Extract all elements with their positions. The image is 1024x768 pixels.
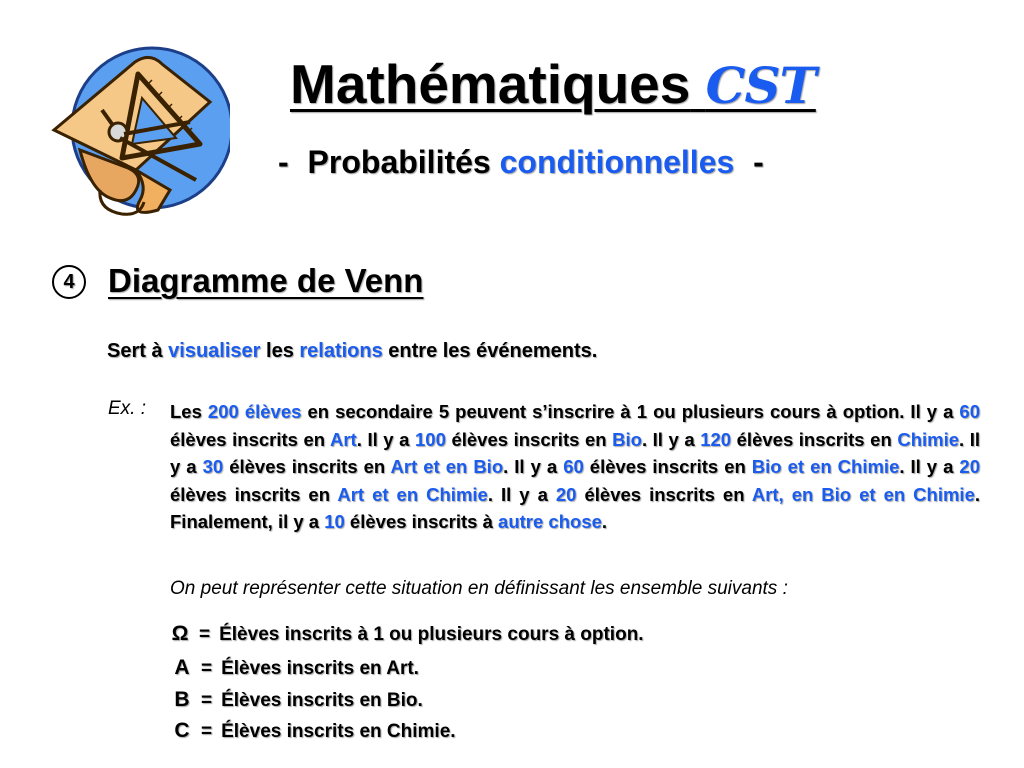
definition-text	[107, 340, 597, 363]
example-highlight: 20	[555, 483, 577, 505]
math-tools-clipart-icon	[40, 40, 230, 225]
example-text: . Il y a	[503, 456, 564, 477]
example-highlight: autre chose	[498, 511, 602, 532]
example-highlight: Bio et en Chimie	[751, 456, 900, 477]
section-heading	[52, 262, 423, 300]
set-symbol: A	[174, 656, 190, 679]
example-highlight: 60	[563, 456, 584, 477]
example-highlight: Bio	[612, 428, 642, 450]
example-highlight: 120	[700, 428, 732, 450]
example-highlight: Chimie	[897, 428, 960, 450]
example-text: . Il y a	[170, 428, 981, 477]
page-subtitle	[268, 144, 908, 181]
definition-keyword: relations	[299, 340, 383, 362]
example-text: élèves inscrits à	[344, 511, 499, 532]
set-symbol: Ω	[171, 622, 189, 645]
example-text: élèves inscrits en	[731, 428, 898, 450]
set-description: Élèves inscrits en Bio.	[221, 690, 423, 711]
example-highlight: Art	[330, 428, 357, 450]
definition-part: les	[260, 340, 300, 362]
set-a-definition	[172, 656, 419, 680]
example-text: . Il y a	[356, 428, 415, 450]
example-highlight: 20	[959, 456, 980, 477]
example-text: élèves inscrits en	[583, 456, 752, 477]
example-text: en secondaire 5 peuvent s’inscrire à 1 ou plusieurs cours à option. Il y a	[301, 401, 960, 422]
example-text: élèves inscrits en	[445, 428, 613, 450]
example-paragraph	[170, 398, 980, 536]
equals-sign: =	[201, 721, 213, 742]
example-highlight: 60	[959, 401, 980, 422]
equals-sign: =	[199, 624, 211, 645]
set-description: Élèves inscrits en Chimie.	[221, 721, 456, 742]
subtitle-dash-right: -	[753, 144, 764, 180]
page-title	[290, 52, 890, 118]
note-text: On peut représenter cette situation en définissant les ensemble suivants :	[170, 578, 788, 599]
title-accent: CST	[705, 56, 816, 115]
example-text: élèves inscrits en	[170, 428, 330, 450]
example-highlight: 30	[202, 456, 224, 477]
example-text: . Il y a	[487, 483, 556, 505]
set-b-definition	[172, 688, 423, 712]
definition-part: Sert à	[107, 340, 169, 362]
set-c-definition	[172, 719, 456, 743]
example-label: Ex. :	[108, 398, 147, 419]
example-highlight: 10	[324, 511, 345, 532]
example-text: . Il y a	[899, 456, 960, 477]
example-highlight: Art, en Bio et en Chimie	[751, 483, 975, 505]
set-symbol: C	[174, 719, 190, 742]
subtitle-dash-left: -	[278, 144, 289, 180]
subtitle-accent: conditionnelles	[499, 144, 735, 180]
example-text: .	[601, 511, 608, 532]
title-text: Mathématiques	[290, 53, 691, 115]
definition-part: entre les événements.	[382, 340, 598, 362]
section-label: Diagramme de Venn	[108, 262, 424, 299]
section-number: 4	[52, 265, 86, 299]
example-text: Les	[170, 401, 208, 422]
set-description: Élèves inscrits à 1 ou plusieurs cours à option.	[219, 624, 644, 645]
example-text: . Finalement, il y a	[170, 483, 981, 532]
set-description: Élèves inscrits en Art.	[221, 658, 419, 679]
example-text: élèves inscrits en	[576, 483, 752, 505]
equals-sign: =	[201, 658, 213, 679]
example-text: élèves inscrits en	[223, 456, 391, 477]
set-symbol: B	[174, 688, 190, 711]
example-text: élèves inscrits en	[170, 483, 338, 505]
example-highlight: Art et en Bio	[390, 456, 504, 477]
example-text: . Il y a	[641, 428, 701, 450]
definition-keyword: visualiser	[168, 340, 261, 362]
set-omega-definition	[170, 622, 644, 646]
example-highlight: 100	[415, 428, 446, 450]
subtitle-word: Probabilités	[307, 144, 491, 180]
example-highlight: Art et en Chimie	[337, 483, 488, 505]
example-highlight: 200 élèves	[207, 401, 302, 422]
equals-sign: =	[201, 690, 213, 711]
